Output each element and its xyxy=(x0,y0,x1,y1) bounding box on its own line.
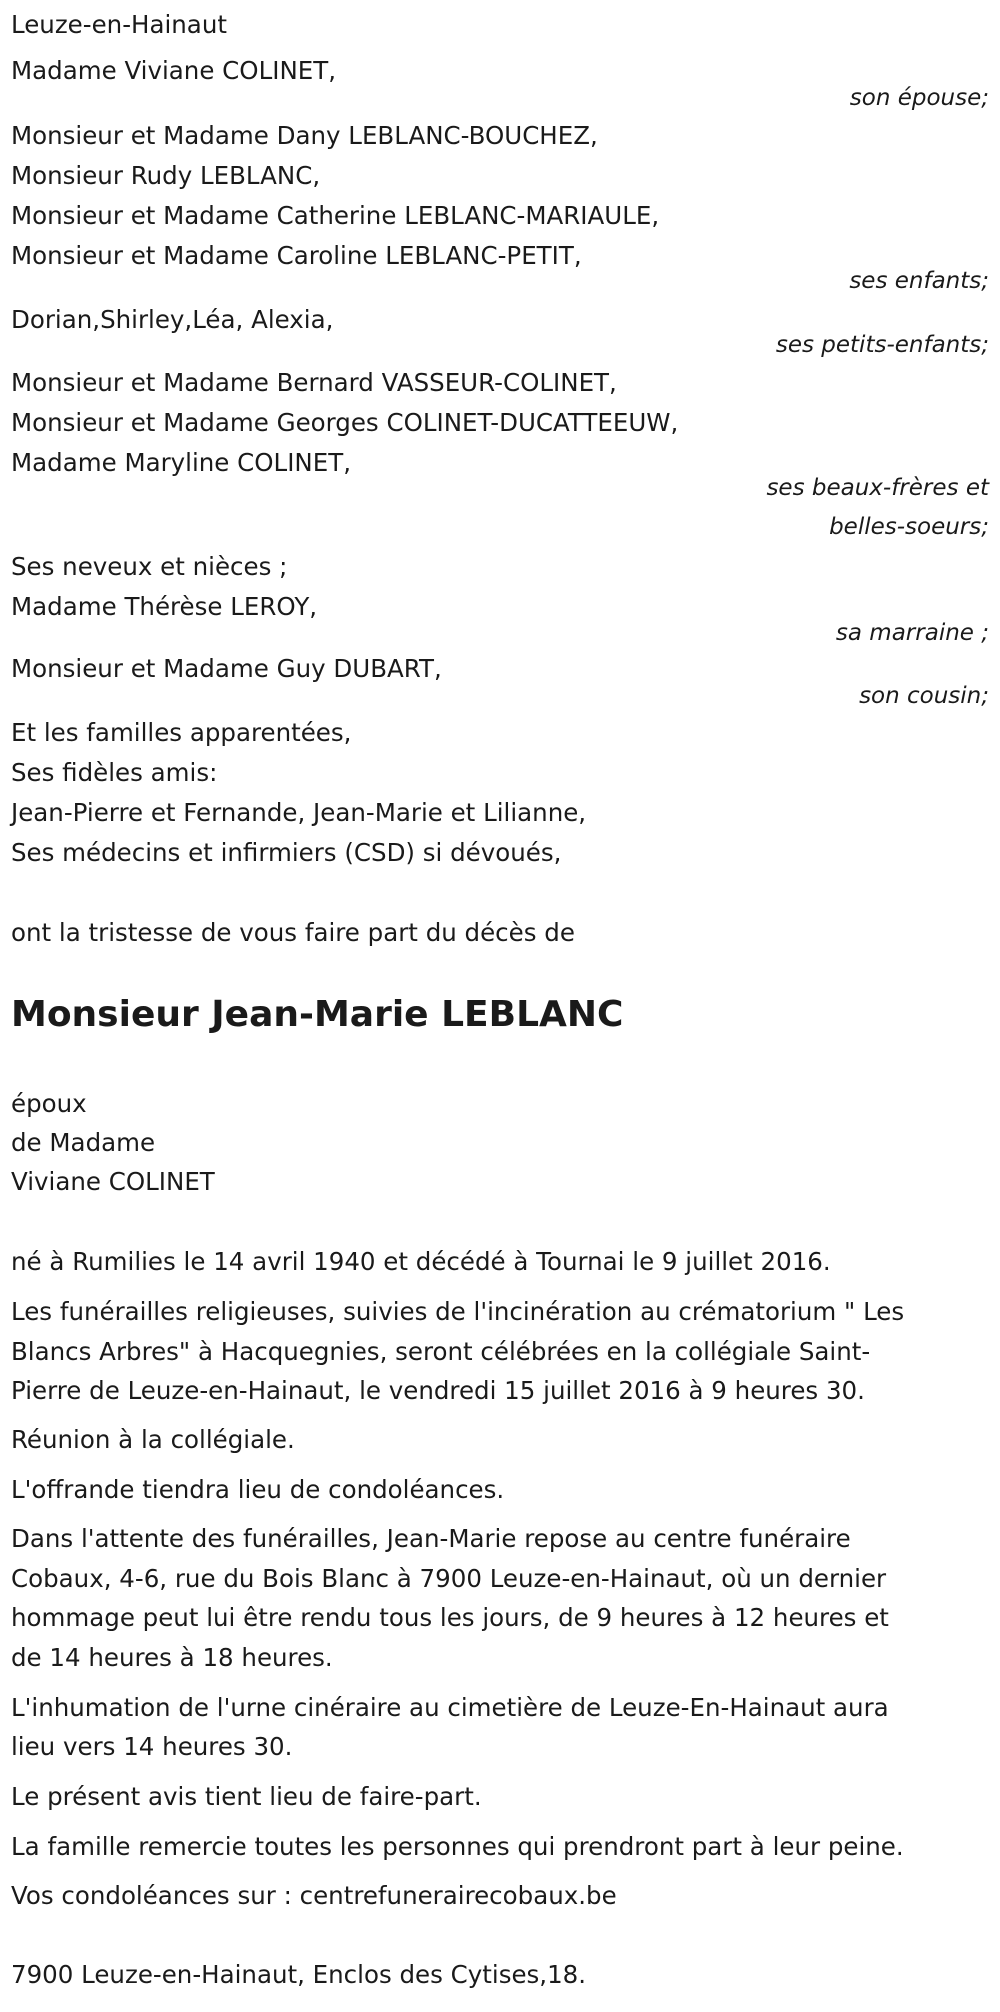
in-law-name: Monsieur et Madame Georges COLINET-DUCATTEEUW, xyxy=(11,408,679,437)
rest-paragraph: Dans l'attente des funérailles, Jean-Marie repose au centre funéraire xyxy=(11,1524,851,1553)
location-header: Leuze-en-Hainaut xyxy=(11,10,227,39)
burial-paragraph: lieu vers 14 heures 30. xyxy=(11,1732,293,1761)
in-laws-role: ses beaux-frères et xyxy=(766,475,989,501)
burial-paragraph: L'inhumation de l'urne cinéraire au cimetière de Leuze-En-Hainaut aura xyxy=(11,1693,889,1722)
grandchildren-role: ses petits-enfants; xyxy=(775,332,989,358)
thanks-text: La famille remercie toutes les personnes qui prendront part à leur peine. xyxy=(11,1832,904,1861)
child-name: Monsieur Rudy LEBLANC, xyxy=(11,161,321,190)
condolences-link-text: Vos condoléances sur : centrefunerairecobaux.be xyxy=(11,1881,617,1910)
born-died-text: né à Rumilies le 14 avril 1940 et décédé à Tournai le 9 juillet 2016. xyxy=(11,1247,831,1276)
others-line: Ses fidèles amis: xyxy=(11,758,218,787)
others-line: Ses médecins et infirmiers (CSD) si dévoués, xyxy=(11,838,562,867)
notice-text: Le présent avis tient lieu de faire-part. xyxy=(11,1782,482,1811)
godmother-role: sa marraine ; xyxy=(835,620,989,646)
rest-paragraph: Cobaux, 4-6, rue du Bois Blanc à 7900 Leuze-en-Hainaut, où un dernier xyxy=(11,1564,887,1593)
in-law-name: Monsieur et Madame Bernard VASSEUR-COLINET, xyxy=(11,368,617,397)
meeting-text: Réunion à la collégiale. xyxy=(11,1425,295,1454)
cousin-name: Monsieur et Madame Guy DUBART, xyxy=(11,654,442,683)
others-line: Et les familles apparentées, xyxy=(11,718,352,747)
spouse-of-line: de Madame xyxy=(11,1128,156,1157)
address-text: 7900 Leuze-en-Hainaut, Enclos des Cytises,18. xyxy=(11,1960,587,1989)
funeral-paragraph: Les funérailles religieuses, suivies de l'incinération au crématorium " Les xyxy=(11,1297,905,1326)
child-name: Monsieur et Madame Dany LEBLANC-BOUCHEZ, xyxy=(11,121,598,150)
grandchildren-names: Dorian,Shirley,Léa, Alexia, xyxy=(11,305,334,334)
child-name: Monsieur et Madame Catherine LEBLANC-MARIAULE, xyxy=(11,201,660,230)
spouse-role: son épouse; xyxy=(849,85,989,111)
rest-paragraph: de 14 heures à 18 heures. xyxy=(11,1643,333,1672)
spouse-of-line: Viviane COLINET xyxy=(11,1167,215,1196)
children-role: ses enfants; xyxy=(849,268,989,294)
cousin-role: son cousin; xyxy=(859,683,989,709)
others-line: Jean-Pierre et Fernande, Jean-Marie et Lilianne, xyxy=(11,798,587,827)
deceased-name: Monsieur Jean-Marie LEBLANC xyxy=(11,994,624,1035)
announcement-text: ont la tristesse de vous faire part du décès de xyxy=(11,918,575,947)
child-name: Monsieur et Madame Caroline LEBLANC-PETIT, xyxy=(11,241,582,270)
in-law-name: Madame Maryline COLINET, xyxy=(11,448,351,477)
funeral-paragraph: Pierre de Leuze-en-Hainaut, le vendredi 15 juillet 2016 à 9 heures 30. xyxy=(11,1376,865,1405)
funeral-paragraph: Blancs Arbres" à Hacquegnies, seront célébrées en la collégiale Saint- xyxy=(11,1337,871,1366)
nephews-line: Ses neveux et nièces ; xyxy=(11,552,288,581)
in-laws-role: belles-soeurs; xyxy=(829,514,989,540)
godmother-name: Madame Thérèse LEROY, xyxy=(11,592,318,621)
spouse-name: Madame Viviane COLINET, xyxy=(11,56,337,85)
offering-text: L'offrande tiendra lieu de condoléances. xyxy=(11,1475,505,1504)
spouse-of-line: époux xyxy=(11,1089,87,1118)
rest-paragraph: hommage peut lui être rendu tous les jours, de 9 heures à 12 heures et xyxy=(11,1603,889,1632)
